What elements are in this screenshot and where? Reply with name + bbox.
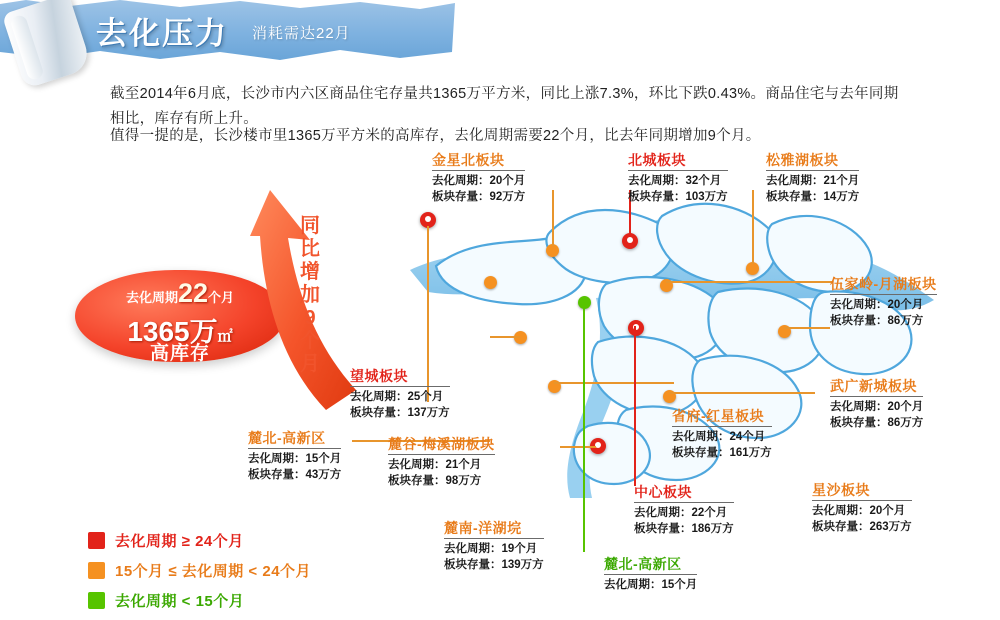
badge-cycle-label: 去化周期 xyxy=(125,290,178,305)
callout-divider xyxy=(672,426,772,427)
callout-title: 伍家岭-月湖板块 xyxy=(830,276,937,292)
callout-shengfu-hongxing xyxy=(672,408,772,461)
leader-line-lunan xyxy=(560,446,596,448)
callout-title: 省府-红星板块 xyxy=(672,408,765,424)
legend-item-high xyxy=(88,530,311,551)
legend-swatch-orange xyxy=(88,562,105,579)
header-banner xyxy=(0,0,460,66)
callout-stock: 板块存量：86万方 xyxy=(830,417,924,429)
callout-lunan-yanghuwan xyxy=(444,520,544,573)
callout-wangcheng xyxy=(350,368,450,421)
callout-stock: 板块存量：43万方 xyxy=(248,469,342,481)
callout-cycle: 去化周期：21个月 xyxy=(388,459,482,471)
callout-stock: 板块存量：92万方 xyxy=(432,191,526,203)
callout-divider xyxy=(812,500,912,501)
leader-line-lubei-green xyxy=(583,302,585,552)
callout-divider xyxy=(830,294,937,295)
leader-line-wuguang xyxy=(784,327,830,329)
callout-luguo-meixihu xyxy=(388,436,495,489)
callout-title: 麓北-高新区 xyxy=(248,430,326,446)
callout-divider xyxy=(444,538,544,539)
callout-cycle: 去化周期：24个月 xyxy=(672,431,766,443)
callout-stock: 板块存量：161万方 xyxy=(672,447,772,459)
leader-line-jinxingbei xyxy=(552,190,554,246)
callout-divider xyxy=(604,574,697,575)
callout-cycle: 去化周期：21个月 xyxy=(766,175,860,187)
legend-item-low xyxy=(88,590,311,611)
legend-item-mid xyxy=(88,560,311,581)
callout-songyahu xyxy=(766,152,859,205)
callout-divider xyxy=(628,170,728,171)
callout-title: 中心板块 xyxy=(634,484,692,500)
callout-divider xyxy=(350,386,450,387)
badge-stock-label: 高库存 xyxy=(149,343,210,364)
legend-label: 15个月 ≤ 去化周期 < 24个月 xyxy=(115,563,312,580)
callout-stock: 板块存量：137万方 xyxy=(350,407,450,419)
badge-cycle-unit: 个月 xyxy=(208,290,235,305)
callout-cycle: 去化周期：15个月 xyxy=(248,453,342,465)
map-pin-beicheng[interactable] xyxy=(622,233,638,249)
callout-stock: 板块存量：86万方 xyxy=(830,315,924,327)
legend-swatch-red xyxy=(88,532,105,549)
callout-divider xyxy=(432,170,525,171)
intro-paragraph-1: 截至2014年6月底，长沙市内六区商品住宅存量共1365万平方米，同比上涨7.3%，环比下跌0.43%。商品住宅与去年同期相比，库存有所上升。 xyxy=(110,86,899,127)
callout-title: 北城板块 xyxy=(628,152,686,168)
legend-swatch-green xyxy=(88,592,105,609)
callout-wujialing-yuehu xyxy=(830,276,937,329)
callout-cycle: 去化周期：20个月 xyxy=(830,401,924,413)
leader-line-zhongxin xyxy=(634,326,636,486)
callout-cycle: 去化周期：15个月 xyxy=(604,579,698,591)
intro-paragraph-2: 值得一提的是，长沙楼市里1365万平方米的高库存，去化周期需要22个月，比去年同期增加9个月。 xyxy=(110,128,761,144)
callout-lubei-gaoxin-green xyxy=(604,556,697,593)
callout-stock: 板块存量：263万方 xyxy=(812,521,912,533)
callout-title: 星沙板块 xyxy=(812,482,870,498)
arrow-label: 同比增加9个月 xyxy=(300,215,320,375)
callout-title: 麓谷-梅溪湖板块 xyxy=(388,436,495,452)
callout-jinxingbei xyxy=(432,152,525,205)
callout-beicheng xyxy=(628,152,728,205)
callout-stock: 板块存量：139万方 xyxy=(444,559,544,571)
legend-label: 去化周期 < 15个月 xyxy=(115,593,245,610)
map-pin-zhongxin[interactable] xyxy=(628,320,644,336)
callout-cycle: 去化周期：25个月 xyxy=(350,391,444,403)
leader-line-shengfu xyxy=(554,382,674,384)
callout-divider xyxy=(830,396,923,397)
callout-divider xyxy=(248,448,341,449)
badge-stock-value: 1365万 xyxy=(127,316,218,347)
map-dot-lubei-gaoxin[interactable] xyxy=(484,276,497,289)
callout-title: 望城板块 xyxy=(350,368,408,384)
callout-title: 麓北-高新区 xyxy=(604,556,682,572)
callout-zhongxin xyxy=(634,484,734,537)
leader-line-wujialing xyxy=(666,281,832,283)
leader-line-songyahu xyxy=(752,190,754,264)
callout-cycle: 去化周期：20个月 xyxy=(812,505,906,517)
legend xyxy=(88,530,311,620)
page-title: 去化压力 xyxy=(96,16,228,51)
page-subtitle: 消耗需达22月 xyxy=(252,25,351,42)
leader-line-xingsha xyxy=(669,392,815,394)
callout-cycle: 去化周期：20个月 xyxy=(432,175,526,187)
callout-title: 武广新城板块 xyxy=(830,378,917,394)
callout-lubei-gaoxin xyxy=(248,430,341,483)
callout-xingsha xyxy=(812,482,912,535)
callout-cycle: 去化周期：19个月 xyxy=(444,543,538,555)
callout-divider xyxy=(766,170,859,171)
callout-stock: 板块存量：186万方 xyxy=(634,523,734,535)
leader-line-luguo xyxy=(490,336,520,338)
callout-title: 松雅湖板块 xyxy=(766,152,839,168)
callout-wuguang-xincheng xyxy=(830,378,923,431)
callout-cycle: 去化周期：22个月 xyxy=(634,507,728,519)
legend-label: 去化周期 ≥ 24个月 xyxy=(115,533,244,550)
callout-stock: 板块存量：98万方 xyxy=(388,475,482,487)
callout-stock: 板块存量：14万方 xyxy=(766,191,860,203)
callout-title: 麓南-洋湖垸 xyxy=(444,520,522,536)
callout-title: 金星北板块 xyxy=(432,152,505,168)
callout-divider xyxy=(388,454,495,455)
callout-cycle: 去化周期：20个月 xyxy=(830,299,924,311)
callout-cycle: 去化周期：32个月 xyxy=(628,175,722,187)
badge-stock-unit: ㎡ xyxy=(217,328,233,345)
callout-divider xyxy=(634,502,734,503)
badge-cycle-value: 22 xyxy=(177,278,209,308)
callout-stock: 板块存量：103万方 xyxy=(628,191,728,203)
